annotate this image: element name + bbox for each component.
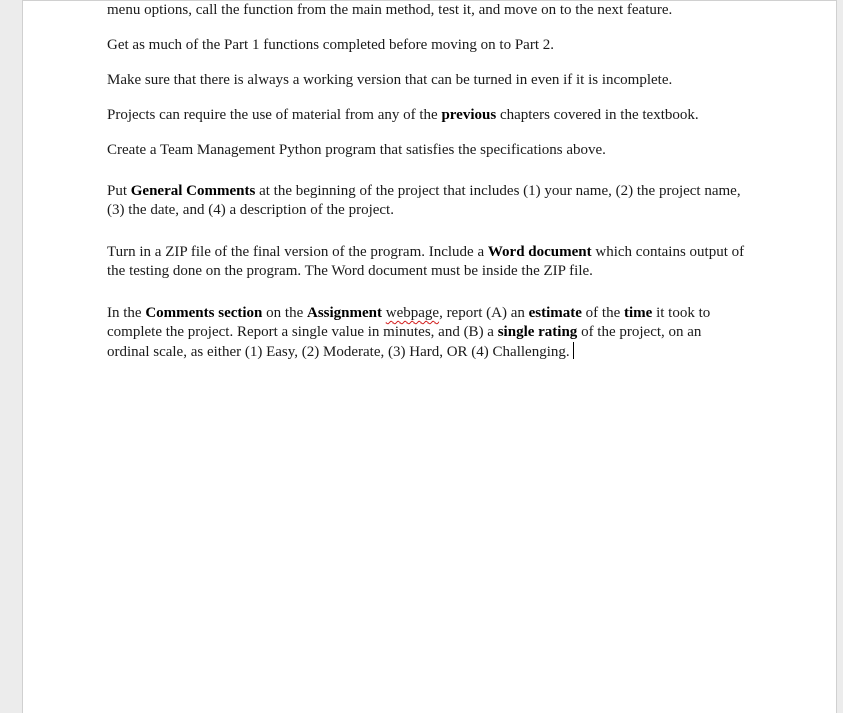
paragraph-menu-options[interactable] — [107, 1, 747, 20]
paragraph-text: it took to complete the project. Report a single value in minutes, and (B) a — [107, 305, 711, 340]
paragraph-text: chapters covered in the textbook. — [496, 107, 699, 123]
paragraph-text: at the beginning of the project that includes (1) your name, (2) the project name, (3) the date, and (4) a description of the project. — [107, 183, 741, 218]
paragraph-part1-functions[interactable] — [107, 36, 747, 55]
paragraph-general-comments[interactable] — [107, 182, 747, 220]
paragraph-comments-section[interactable] — [107, 304, 747, 362]
paragraph-previous-chapters[interactable] — [107, 106, 747, 125]
bold-text-time: time — [624, 305, 653, 321]
bold-text-general-comments: General Comments — [130, 183, 256, 199]
paragraph-create-program[interactable] — [107, 141, 747, 160]
paragraph-text: Get as much of the Part 1 functions completed before moving on to Part 2. — [107, 37, 554, 53]
bold-text-word-document: Word document — [487, 244, 592, 260]
paragraph-zip-file[interactable] — [107, 243, 747, 281]
bold-text-comments-section: Comments section — [145, 305, 263, 321]
paragraph-text: Make sure that there is always a working version that can be turned in even if it is incomplete. — [107, 72, 673, 88]
text-cursor — [573, 342, 574, 359]
paragraph-text: Projects can require the use of material from any of the — [107, 107, 442, 123]
bold-text-single-rating: single rating — [497, 324, 578, 340]
paragraph-text: Turn in a ZIP file of the final version of the program. Include a — [107, 244, 488, 260]
paragraph-working-version[interactable] — [107, 71, 747, 90]
paragraph-text: of the project, on an ordinal scale, as either (1) Easy, (2) Moderate, (3) Hard, OR (4) Challenging. — [107, 324, 702, 360]
document-page[interactable] — [22, 0, 837, 713]
paragraph-text: of the — [581, 305, 624, 321]
paragraph-text: on the — [262, 305, 307, 321]
paragraph-text: Create a Team Management Python program that satisfies the specifications above. — [107, 142, 606, 158]
spellcheck-word[interactable]: webpage — [385, 305, 440, 321]
bold-text-assignment: Assignment — [306, 305, 382, 321]
bold-text-estimate: estimate — [528, 305, 582, 321]
bold-text-previous: previous — [441, 107, 497, 123]
paragraph-text: In the — [107, 305, 146, 321]
paragraph-text: , report (A) an — [439, 305, 529, 321]
paragraph-text: Put — [107, 183, 131, 199]
paragraph-text: which contains output of the testing done on the program. The Word document must be inside the ZIP file. — [107, 244, 745, 279]
paragraph-text: menu options, call the function from the main method, test it, and move on to the next feature. — [107, 2, 673, 18]
